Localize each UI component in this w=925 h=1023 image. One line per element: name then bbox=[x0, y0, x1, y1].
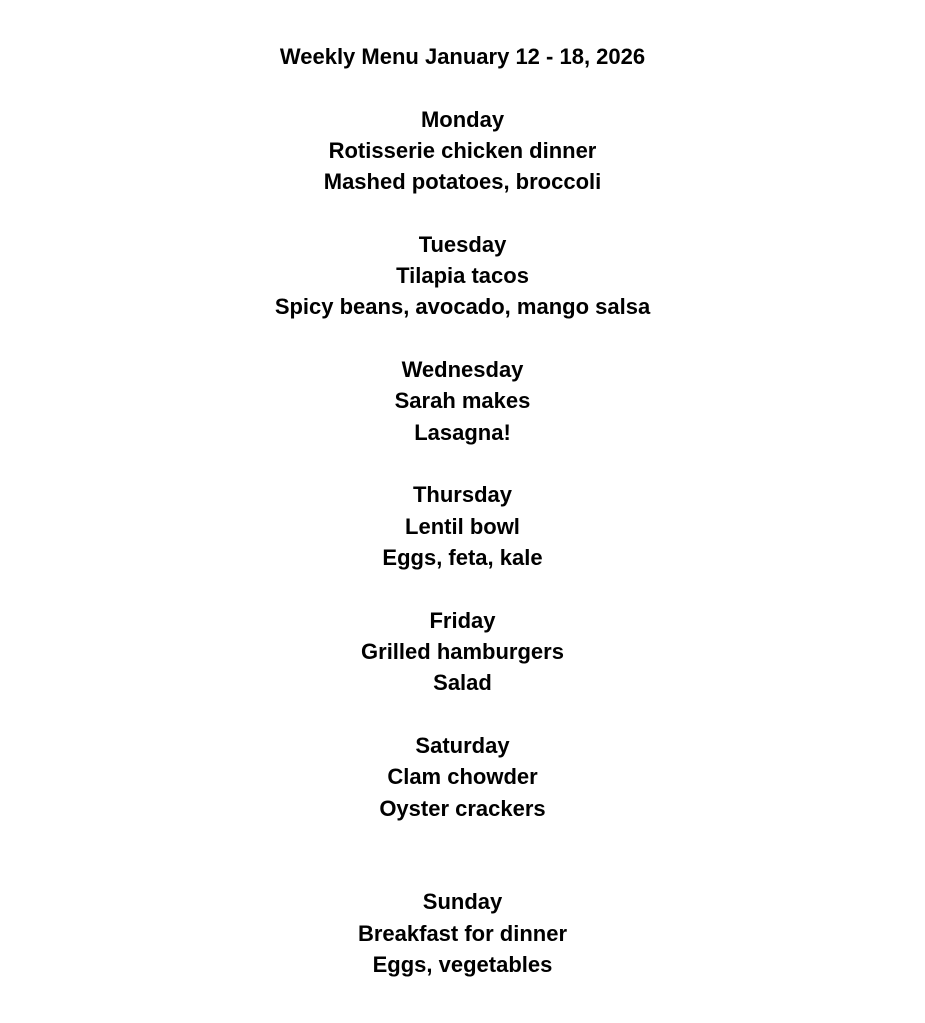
day-friday-sides: Salad bbox=[433, 670, 492, 695]
day-monday-heading: Monday bbox=[420, 107, 505, 132]
page-title: Weekly Menu January 12 - 18, 2026 bbox=[279, 44, 646, 69]
day-thursday-sides: Eggs, feta, kale bbox=[382, 545, 543, 570]
day-saturday-main: Clam chowder bbox=[387, 764, 538, 789]
day-sunday-main: Breakfast for dinner bbox=[357, 921, 568, 946]
day-thursday-heading: Thursday bbox=[412, 482, 513, 507]
day-tuesday-main: Tilapia tacos bbox=[396, 263, 529, 288]
day-sunday-sides: Eggs, vegetables bbox=[372, 952, 553, 977]
day-friday-heading: Friday bbox=[429, 608, 496, 633]
day-friday-main: Grilled hamburgers bbox=[361, 639, 564, 664]
day-saturday-heading: Saturday bbox=[415, 733, 510, 758]
day-tuesday-sides: Spicy beans, avocado, mango salsa bbox=[274, 294, 651, 319]
day-thursday-main: Lentil bowl bbox=[405, 514, 520, 539]
day-sunday-heading: Sunday bbox=[422, 889, 503, 914]
day-wednesday-sides: Lasagna! bbox=[414, 420, 511, 445]
day-monday-sides: Mashed potatoes, broccoli bbox=[323, 169, 602, 194]
day-wednesday-heading: Wednesday bbox=[401, 357, 524, 382]
day-wednesday-main: Sarah makes bbox=[394, 388, 531, 413]
day-saturday-sides: Oyster crackers bbox=[379, 796, 546, 821]
day-tuesday-heading: Tuesday bbox=[418, 232, 507, 257]
day-monday-main: Rotisserie chicken dinner bbox=[328, 138, 597, 163]
